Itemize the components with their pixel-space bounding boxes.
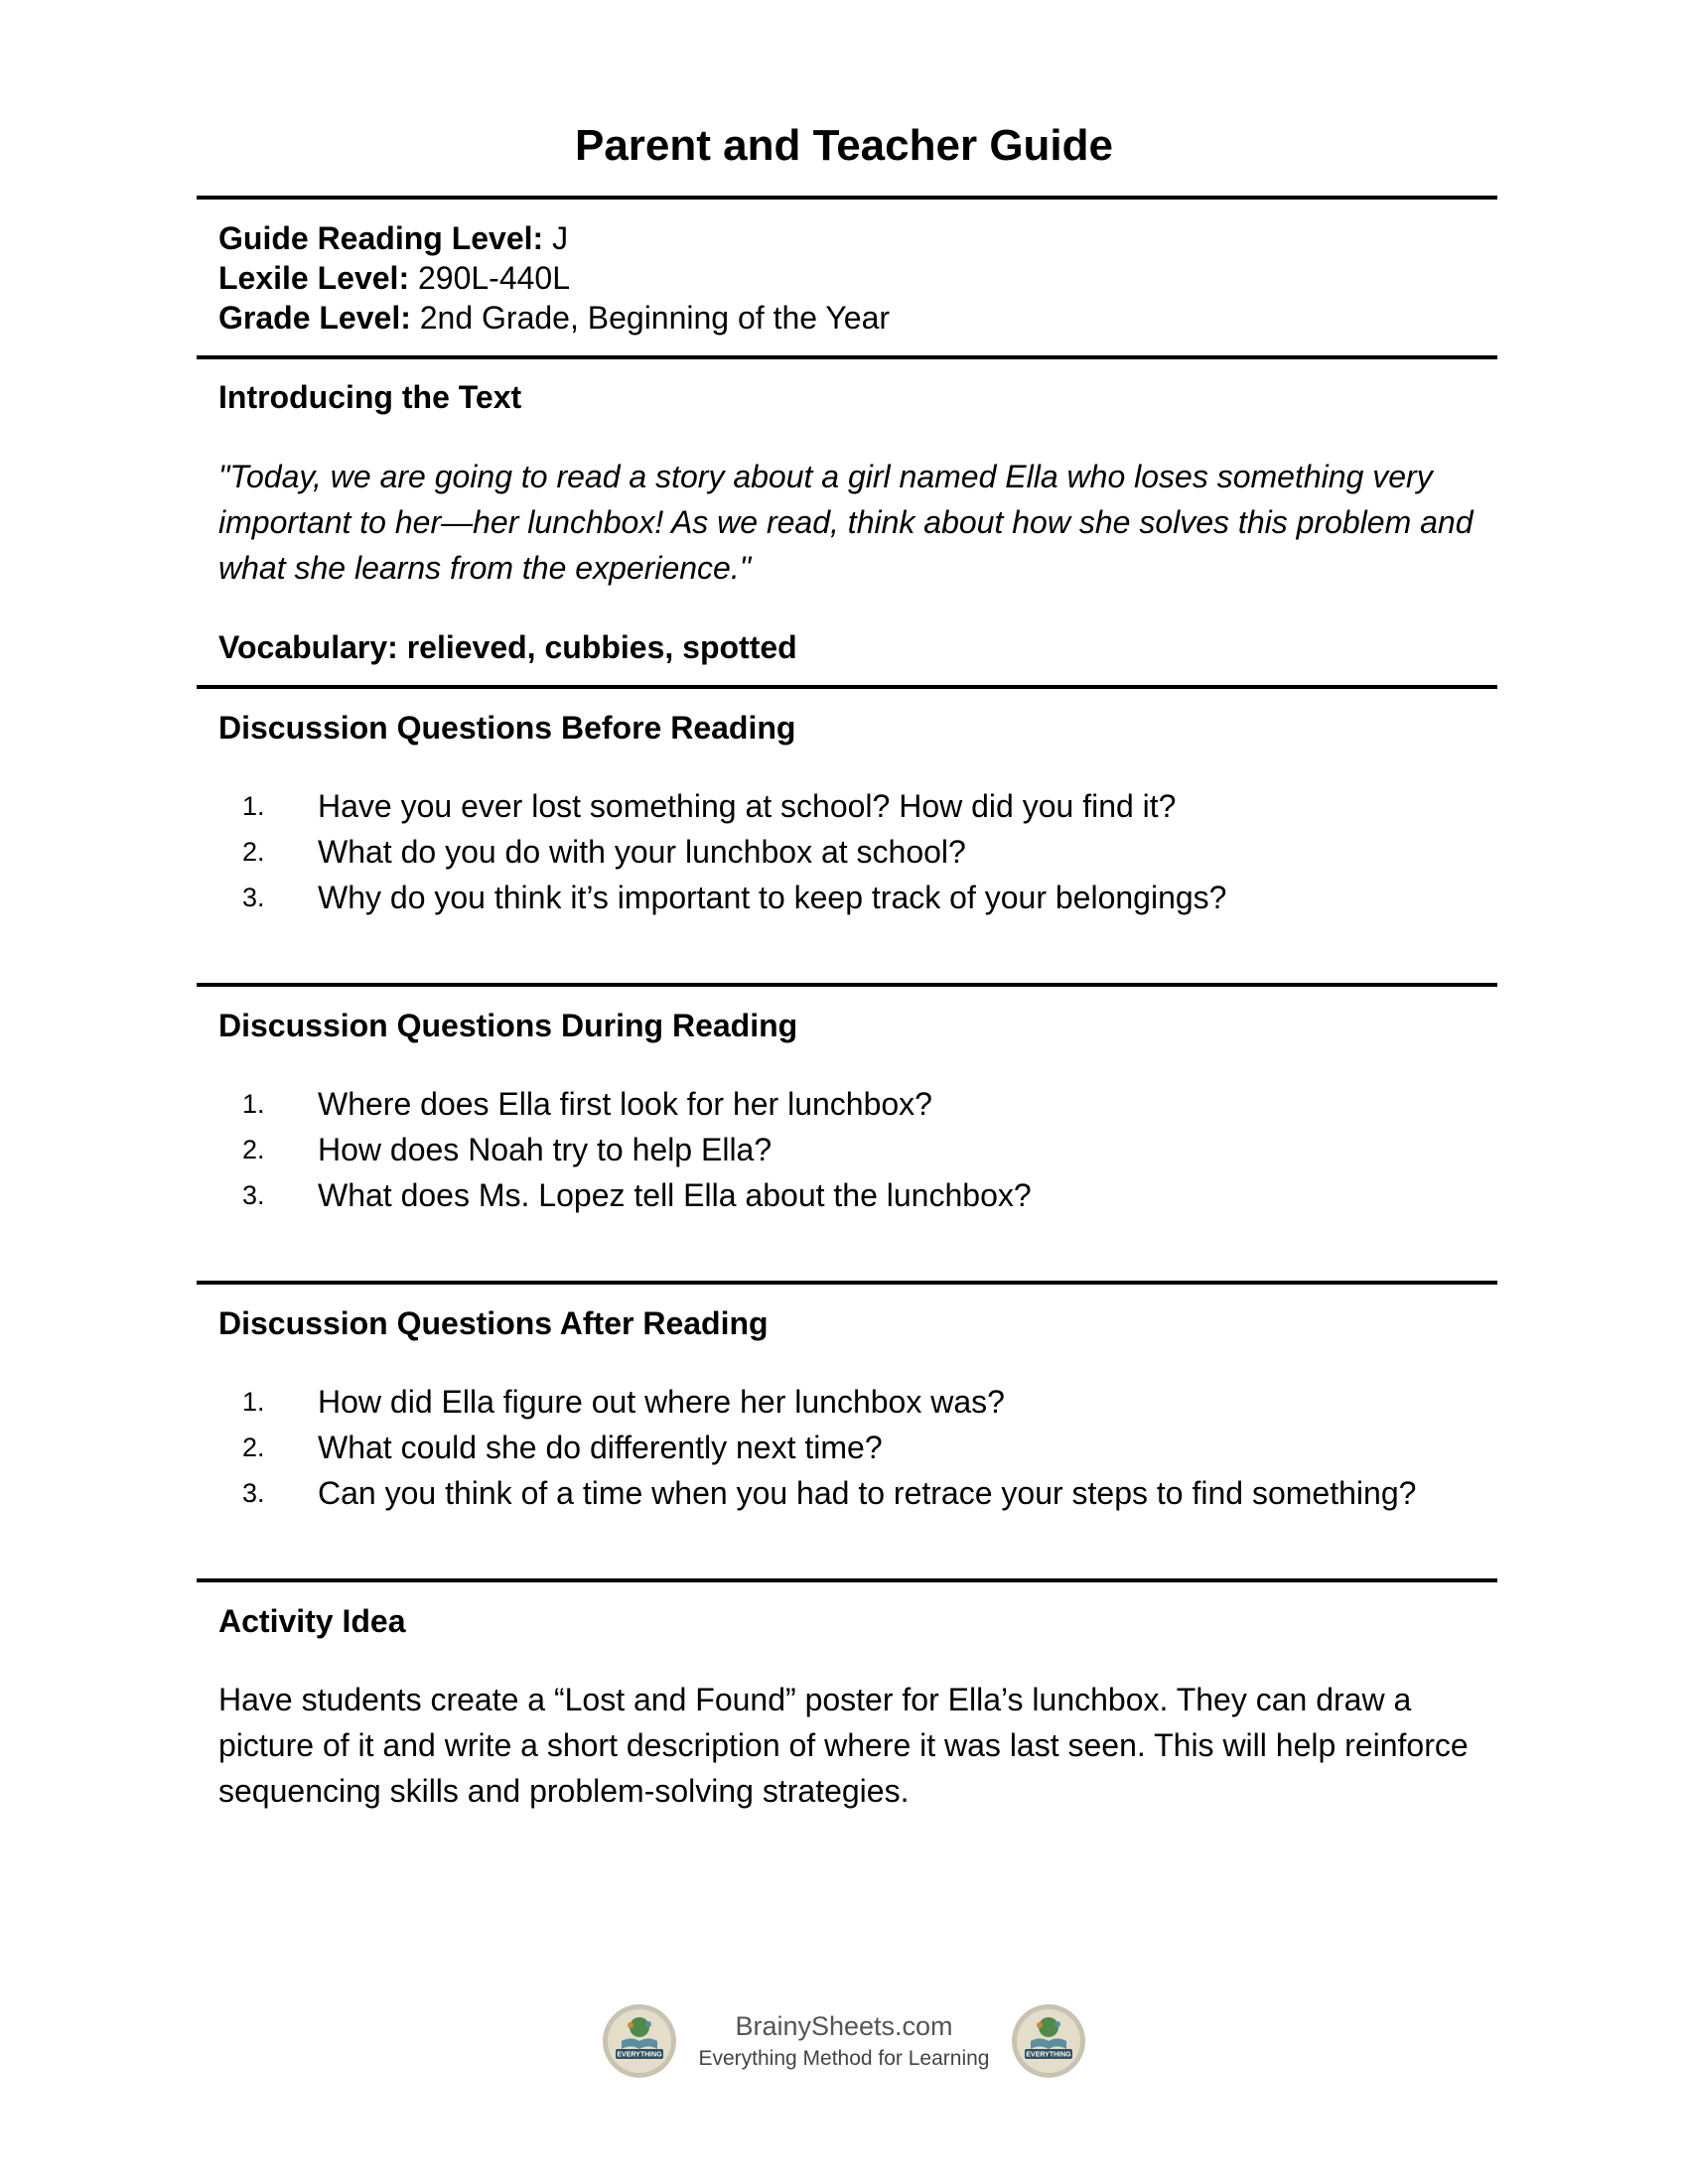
- list-number: 1.: [242, 791, 265, 821]
- before-reading-questions: [218, 783, 1509, 920]
- lexile-level-value: 290L-440L: [409, 260, 571, 296]
- guide-reading-level-label: Guide Reading Level:: [218, 220, 544, 256]
- footer: [0, 2003, 1688, 2083]
- divider: [197, 983, 1497, 987]
- page-title: Parent and Teacher Guide: [574, 121, 1113, 170]
- list-item: [218, 783, 1509, 829]
- list-item: [218, 1172, 1509, 1218]
- vocabulary-line: Vocabulary: relieved, cubbies, spotted: [218, 629, 797, 665]
- list-item: [218, 829, 1509, 875]
- list-item: [218, 1425, 1509, 1470]
- svg-text:EVERYTHING: EVERYTHING: [1026, 2051, 1071, 2059]
- grade-level: [218, 298, 1479, 338]
- lexile-level: [218, 258, 1479, 298]
- list-number: 3.: [242, 883, 265, 912]
- after-reading-heading: Discussion Questions After Reading: [218, 1305, 769, 1341]
- lexile-level-label: Lexile Level:: [218, 260, 410, 296]
- before-reading-heading: Discussion Questions Before Reading: [218, 710, 796, 746]
- list-item: [218, 1127, 1509, 1172]
- grade-level-value: 2nd Grade, Beginning of the Year: [410, 300, 891, 336]
- list-number: 1.: [242, 1387, 265, 1417]
- list-number: 1.: [242, 1089, 265, 1119]
- grade-level-label: Grade Level:: [218, 300, 411, 336]
- list-item: [218, 1379, 1509, 1425]
- divider: [197, 196, 1497, 200]
- brainysheets-logo-icon: [602, 2003, 677, 2079]
- list-item: [218, 875, 1509, 920]
- list-number: 3.: [242, 1180, 265, 1210]
- question-text: Can you think of a time when you had to retrace your steps to find something?: [318, 1475, 1417, 1511]
- footer-tagline: Everything Method for Learning: [698, 2047, 990, 2070]
- svg-text:EVERYTHING: EVERYTHING: [617, 2051, 662, 2059]
- activity-heading: Activity Idea: [218, 1603, 406, 1639]
- question-text: What could she do differently next time?: [318, 1430, 883, 1465]
- guide-reading-level-value: J: [543, 220, 569, 256]
- list-item: [218, 1470, 1509, 1516]
- divider: [197, 685, 1497, 689]
- during-reading-questions: [218, 1081, 1509, 1218]
- question-text: What does Ms. Lopez tell Ella about the lunchbox?: [318, 1177, 1032, 1213]
- brainysheets-logo-icon: [1011, 2003, 1086, 2079]
- activity-text: Have students create a “Lost and Found” poster for Ella’s lunchbox. They can draw a picture of it and write a short description of where it was last seen. This will help reinforce sequencing skills and problem-solving strategies.: [218, 1682, 1469, 1809]
- introducing-text: "Today, we are going to read a story about a girl named Ella who loses something very important to her—her lunchbox! As we read, think about how she solves this problem and what she learns from the experience.": [218, 459, 1474, 586]
- list-number: 3.: [242, 1478, 265, 1508]
- footer-site-name: BrainySheets.com: [735, 2011, 953, 2041]
- question-text: Why do you think it’s important to keep track of your belongings?: [318, 880, 1227, 915]
- list-number: 2.: [242, 1135, 265, 1164]
- question-text: How does Noah try to help Ella?: [318, 1132, 773, 1167]
- introducing-heading: Introducing the Text: [218, 379, 522, 415]
- list-number: 2.: [242, 1433, 265, 1462]
- question-text: Where does Ella first look for her lunchbox?: [318, 1086, 932, 1122]
- list-number: 2.: [242, 837, 265, 867]
- question-text: What do you do with your lunchbox at school?: [318, 834, 966, 870]
- divider: [197, 1281, 1497, 1285]
- levels-block: [218, 218, 1479, 338]
- guide-reading-level: [218, 218, 1479, 258]
- during-reading-heading: Discussion Questions During Reading: [218, 1008, 798, 1043]
- question-text: Have you ever lost something at school? How did you find it?: [318, 788, 1177, 824]
- divider: [197, 355, 1497, 359]
- after-reading-questions: [218, 1379, 1509, 1516]
- divider: [197, 1578, 1497, 1582]
- question-text: How did Ella figure out where her lunchbox was?: [318, 1384, 1005, 1420]
- list-item: [218, 1081, 1509, 1127]
